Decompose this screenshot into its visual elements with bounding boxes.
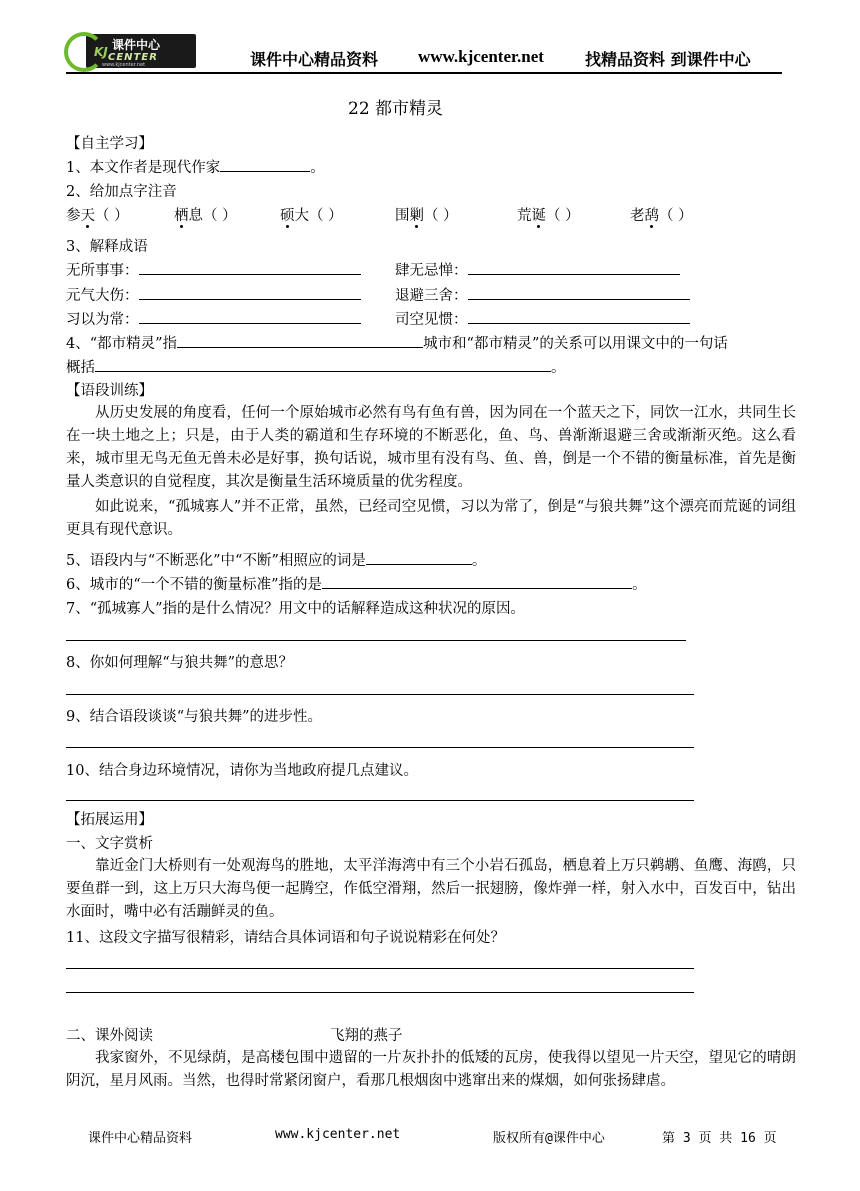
pinyin-item-1[interactable] [66,204,129,225]
answer-line-q10[interactable] [66,800,694,801]
q6-blank[interactable] [322,574,632,589]
q4-text-c: 概括 [66,360,95,376]
question-4-cont [66,356,566,377]
pinyin-item-3[interactable] [280,204,343,225]
q4-text-b: 城市和“都市精灵”的关系可以用课文中的一句话 [423,336,728,352]
section-heading-extension: 【拓展运用】 [66,812,153,828]
logo-title: 课件中心 [112,38,161,52]
answer-line-q8[interactable] [66,694,694,695]
idiom-label: 无所事事： [66,263,139,279]
q5-blank[interactable] [366,550,472,565]
q4-text-a: 4、“都市精灵”指 [66,336,178,352]
idiom-label: 司空见惯： [395,312,468,328]
question-2: 2、给加点字注音 [66,184,177,200]
logo-center: CENTER [108,52,158,63]
q1-blank[interactable] [220,157,310,172]
logo-url: www.kjcenter.net [102,62,146,68]
dotted-char: 天 [80,208,95,224]
idiom-blank[interactable] [468,285,690,300]
question-9: 9、结合语段谈谈“与狼共舞”的进步性。 [66,709,323,725]
logo-kj: KJ [94,45,108,59]
answer-line-q11-b[interactable] [66,992,694,993]
dotted-char: 栖 [174,208,189,224]
pinyin-item-6[interactable] [630,204,693,225]
q4-blank-1[interactable] [177,333,423,348]
pinyin-pre: 参 [66,208,81,224]
idiom-blank[interactable] [139,260,361,275]
answer-line-q9[interactable] [66,747,694,748]
question-8: 8、你如何理解“与狼共舞”的意思？ [66,655,294,671]
idiom-blank[interactable] [139,309,361,324]
site-logo [64,30,196,74]
pinyin-post: （ ） [546,208,580,224]
footer-copyright: 版权所有@课件中心 [493,1131,605,1146]
dotted-char: 鸹 [644,208,659,224]
q4-blank-2[interactable] [95,357,551,372]
reading-title: 飞翔的燕子 [330,1028,403,1044]
pinyin-post: （ ） [424,208,458,224]
idiom-label: 元气大伤： [66,288,139,304]
answer-line-q7[interactable] [66,640,686,641]
pinyin-pre: 围 [395,208,410,224]
section-heading-passage-training: 【语段训练】 [66,383,153,399]
idiom-row [66,259,361,280]
subsection-text-appreciation: 一、文字赏析 [66,836,153,852]
subsection-extra-reading: 二、课外阅读 [66,1028,153,1044]
q1-text: 1、本文作者是现代作家 [66,160,221,176]
idiom-blank[interactable] [139,285,361,300]
footer-url[interactable]: www.kjcenter.net [275,1127,401,1142]
pinyin-pre: 老 [630,208,645,224]
pinyin-post: （ ） [659,208,693,224]
section-heading-self-study: 【自主学习】 [66,136,153,152]
header-rule [66,72,782,74]
question-10: 10、结合身边环境情况，请你为当地政府提几点建议。 [66,763,418,779]
q5-text: 5、语段内与“不断恶化”中“不断”相照应的词是 [66,553,366,569]
passage-paragraph-1: 从历史发展的角度看，任何一个原始城市必然有鸟有鱼有兽，因为同在一个蓝天之下，同饮一江水，共同生长在一块土地之上；只是，由于人类的霸道和生存环境的不断恶化，鱼、鸟、兽渐渐退避三舍或渐渐灭绝。这么看来，城市里无鸟无鱼无兽未必是好事，换句话说，城市里有没有鸟、鱼、兽，倒是一个不错的衡量标准，首先是衡量人类意识的自觉程度，其次是衡量生活环境质量的优劣程度。 [66,405,796,490]
pinyin-post: 息（ ） [188,208,237,224]
question-7: 7、“孤城寡人”指的是什么情况？用文中的话解释造成这种状况的原因。 [66,601,526,617]
pinyin-item-2[interactable] [174,204,237,225]
idiom-row [66,308,361,329]
header-slogan-left: 课件中心精品资料 [250,50,379,69]
pinyin-post: （ ） [95,208,129,224]
question-1 [66,156,325,177]
idiom-row [395,284,690,305]
idiom-label: 习以为常： [66,312,139,328]
idiom-row [395,308,690,329]
header-site-url[interactable]: www.kjcenter.net [418,47,544,66]
pinyin-pre: 荒 [517,208,532,224]
idiom-row [395,259,680,280]
appreciation-paragraph: 靠近金门大桥则有一处观海鸟的胜地，太平洋海湾中有三个小岩石孤岛，栖息着上万只鹈鹕、鱼鹰、海鸥，只要鱼群一到，这上万只大海鸟便一起腾空，作低空滑翔，然后一抿翅膀，像炸弹一样，射入水中，百发百中，钻出水面时，嘴中必有活蹦鲜灵的鱼。 [66,858,796,920]
passage-paragraph-2: 如此说来，“孤城寡人”并不正常，虽然，已经司空见惯，习以为常了，倒是“与狼共舞”这个漂亮而荒诞的词组更具有现代意识。 [66,499,796,538]
dotted-char: 诞 [531,208,546,224]
question-6 [66,573,647,594]
footer-page-number: 第 3 页 共 16 页 [662,1131,777,1146]
answer-line-q11-a[interactable] [66,968,694,969]
q6-end: 。 [632,577,647,593]
header-slogan-right: 找精品资料 到课件中心 [585,50,751,69]
idiom-label: 肆无忌惮： [395,263,468,279]
q6-text: 6、城市的“一个不错的衡量标准”指的是 [66,577,323,593]
q4-end: 。 [551,360,566,376]
footer-left: 课件中心精品资料 [88,1131,193,1146]
reading-paragraph: 我家窗外，不见绿荫，是高楼包围中遗留的一片灰扑扑的低矮的瓦房，使我得以望见一片天空，望见它的晴朗阴沉，星月风雨。当然，也得时常紧闭窗户，看那几根烟囱中逃窜出来的煤烟，如何张扬肆虐。 [66,1050,796,1089]
idiom-label: 退避三舍： [395,288,468,304]
idiom-blank[interactable] [468,309,690,324]
question-11: 11、这段文字描写很精彩，请结合具体词语和句子说说精彩在何处？ [66,930,505,946]
idiom-blank[interactable] [468,260,680,275]
page-title: 22 都市精灵 [348,99,444,119]
dotted-char: 剿 [409,208,424,224]
question-5 [66,549,486,570]
pinyin-item-5[interactable] [517,204,580,225]
question-3: 3、解释成语 [66,239,148,255]
idiom-row [66,284,361,305]
q5-end: 。 [471,553,487,569]
q1-end: 。 [310,160,325,176]
pinyin-item-4[interactable] [395,204,458,225]
pinyin-post: 大（ ） [294,208,343,224]
question-4 [66,332,728,353]
dotted-char: 硕 [280,208,295,224]
